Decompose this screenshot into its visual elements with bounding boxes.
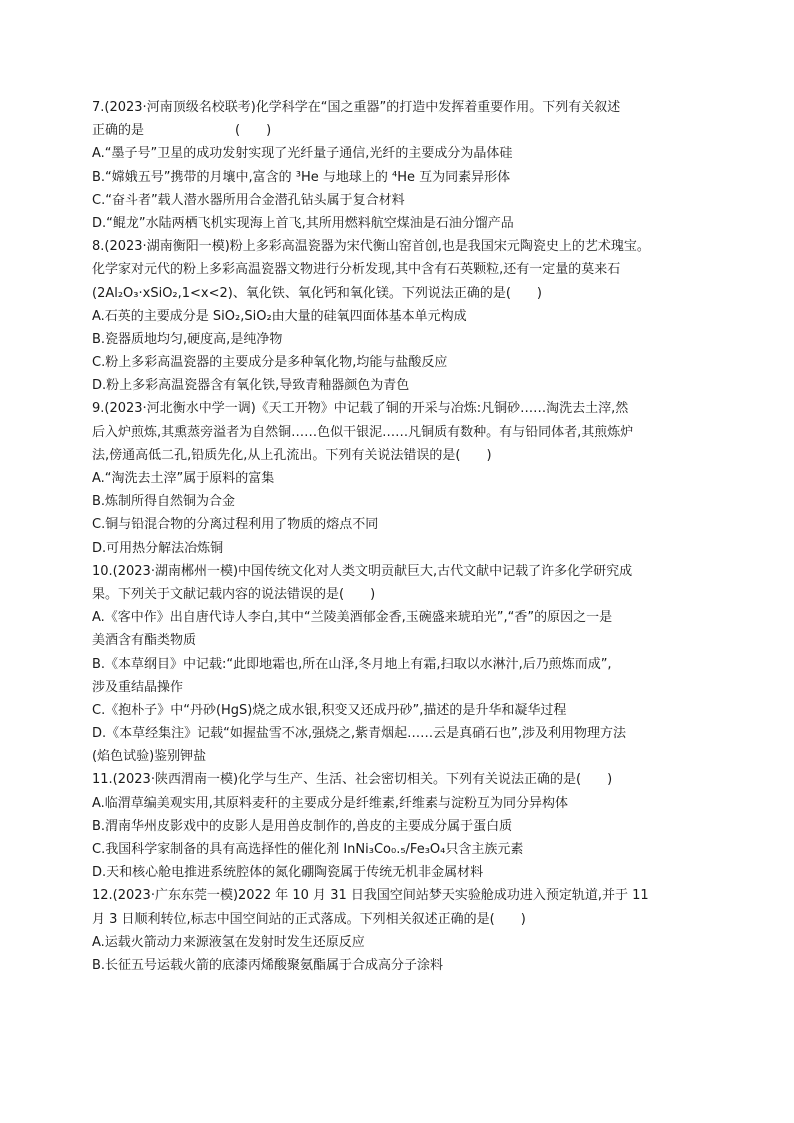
question-9 xyxy=(92,397,732,559)
option-b: B.长征五号运载火箭的底漆丙烯酸聚氨酯属于合成高分子涂料 xyxy=(92,957,444,973)
question-stem-line: 果。下列关于文献记载内容的说法错误的是( ) xyxy=(92,586,376,602)
question-stem-line: 7.(2023·河南顶级名校联考)化学科学在“国之重器”的打造中发挥着重要作用。下列有关叙述 xyxy=(92,100,621,115)
question-stem-line: 后入炉煎炼,其熏蒸旁溢者为自然铜……色似干银泥……凡铜质有数种。有与铅同体者,其煎炼炉 xyxy=(92,424,634,440)
option-d: D.“鲲龙”水陆两栖飞机实现海上首飞,其所用燃料航空煤油是石油分馏产品 xyxy=(92,215,514,231)
question-8 xyxy=(92,235,732,397)
option-c: C.我国科学家制备的具有高选择性的催化剂 InNi₃Co₀.₅/Fe₃O₄只含主族元素 xyxy=(92,842,524,857)
question-stem-line: 化学家对元代的粉上多彩高温瓷器文物进行分析发现,其中含有石英颗粒,还有一定量的莫来石 xyxy=(92,262,621,278)
question-stem-line: 正确的是 ( ) xyxy=(92,123,272,139)
option-b-continued: 涉及重结晶操作 xyxy=(92,679,184,695)
question-stem-line: 11.(2023·陕西渭南一模)化学与生产、生活、社会密切相关。下列有关说法正确的是( ) xyxy=(92,772,613,788)
option-a: A.“墨子号”卫星的成功发射实现了光纤量子通信,光纤的主要成分为晶体硅 xyxy=(92,146,513,162)
question-stem-line: (2Al₂O₃·xSiO₂,1<x<2)、氧化铁、氧化钙和氧化镁。下列说法正确的是( ) xyxy=(92,285,543,301)
question-10 xyxy=(92,560,732,769)
option-d-continued: (焰色试验)鉴别钾盐 xyxy=(92,749,207,765)
question-stem-line: 月 3 日顺利转位,标志中国空间站的正式落成。下列相关叙述正确的是( ) xyxy=(92,911,526,927)
option-c: C.铜与铅混合物的分离过程利用了物质的熔点不同 xyxy=(92,517,379,533)
option-b: B.炼制所得自然铜为合金 xyxy=(92,494,236,510)
option-a: A.石英的主要成分是 SiO₂,SiO₂由大量的硅氧四面体基本单元构成 xyxy=(92,308,467,324)
question-stem-line: 10.(2023·湖南郴州一模)中国传统文化对人类文明贡献巨大,古代文献中记载了许多化学研究成 xyxy=(92,563,633,579)
question-stem-line: 12.(2023·广东东莞一模)2022 年 10 月 31 日我国空间站梦天实验舱成功进入预定轨道,并于 11 xyxy=(92,888,649,904)
option-a: A.运载火箭动力来源液氢在发射时发生还原反应 xyxy=(92,934,365,950)
option-a: A.“淘洗去土滓”属于原料的富集 xyxy=(92,471,275,486)
question-11 xyxy=(92,768,732,884)
option-a-continued: 美酒含有酯类物质 xyxy=(92,633,197,649)
option-d: D.可用热分解法冶炼铜 xyxy=(92,540,224,556)
option-d: D.天和核心舱电推进系统腔体的氮化硼陶瓷属于传统无机非金属材料 xyxy=(92,865,484,881)
question-stem-line: 法,傍通高低二孔,铅质先化,从上孔流出。下列有关说法错误的是( ) xyxy=(92,447,492,463)
option-b: B.《本草纲目》中记载:“此即地霜也,所在山泽,冬月地上有霜,扫取以水淋汁,后乃煎炼而成”, xyxy=(92,656,612,672)
option-a: A.《客中作》出自唐代诗人李白,其中“兰陵美酒郁金香,玉碗盛来琥珀光”,“香”的原因之一是 xyxy=(92,610,613,626)
option-d: D.粉上多彩高温瓷器含有氧化铁,导致青釉器颜色为青色 xyxy=(92,378,410,394)
option-c: C.“奋斗者”载人潜水器所用合金潜孔钻头属于复合材料 xyxy=(92,192,405,208)
option-d: D.《本草经集注》记载“如握盐雪不冰,强烧之,紫青烟起……云是真硝石也”,涉及利用物理方法 xyxy=(92,726,627,742)
option-c: C.《抱朴子》中“丹砂(HgS)烧之成水银,积变又还成丹砂”,描述的是升华和凝华过程 xyxy=(92,702,567,718)
question-12 xyxy=(92,884,732,977)
option-c: C.粉上多彩高温瓷器的主要成分是多种氧化物,均能与盐酸反应 xyxy=(92,355,448,371)
question-list xyxy=(92,96,732,977)
question-stem-line: 9.(2023·河北衡水中学一调)《天工开物》中记载了铜的开采与冶炼:凡铜砂……淘洗去土滓,然 xyxy=(92,401,629,417)
question-stem-line: 8.(2023·湖南衡阳一模)粉上多彩高温瓷器为宋代衡山窑首创,也是我国宋元陶瓷史上的艺术瑰宝。 xyxy=(92,239,650,255)
question-7 xyxy=(92,96,732,235)
option-b: B.“嫦娥五号”携带的月壤中,富含的 ³He 与地球上的 ⁴He 互为同素异形体 xyxy=(92,169,511,185)
option-a: A.临渭草编美观实用,其原料麦秆的主要成分是纤维素,纤维素与淀粉互为同分异构体 xyxy=(92,795,569,811)
option-b: B.渭南华州皮影戏中的皮影人是用兽皮制作的,兽皮的主要成分属于蛋白质 xyxy=(92,818,513,834)
option-b: B.瓷器质地均匀,硬度高,是纯净物 xyxy=(92,331,283,347)
